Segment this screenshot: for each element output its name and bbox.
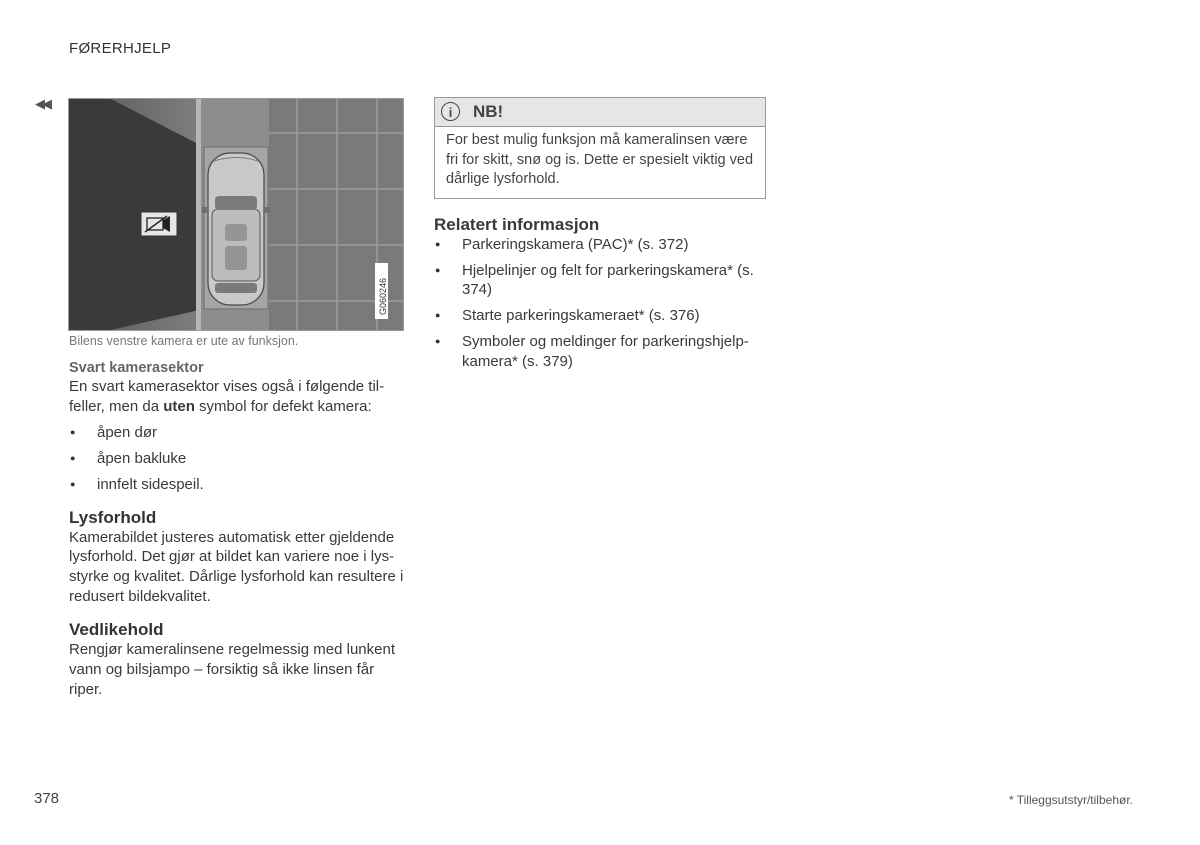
intro-text-end: symbol for defekt kamera: [194, 397, 372, 415]
footnote: * Tilleggsutstyr/tilbehør. [1008, 793, 1133, 807]
figure-code: G060246 [378, 277, 388, 315]
related-link[interactable]: ● Hjelpelinjer og felt for parkeringskamera* (s. 374) [434, 261, 769, 300]
figure-caption: Bilens venstre kamera er ute av funksjon. [69, 334, 299, 348]
note-text: For best mulig funksjon må kameralinsen være fri for skitt, snø og is. Dette er spesielt viktig ved dårlige lysforhold. [446, 132, 754, 187]
lysforhold-text: Kamerabildet justeres automatisk etter gjeldende lysforhold. Det gjør at bildet kan variere noe i lys-styrke og kvalitet. Dårlige lysforhold kan resultere i redusert bildekvalitet. [69, 528, 404, 605]
note-title: NB! [473, 102, 504, 121]
related-heading: Relatert informasjon [434, 215, 600, 234]
related-section [434, 214, 769, 371]
related-link[interactable]: ● Symboler og meldinger for parkeringshjelp-kamera* (s. 379) [434, 332, 769, 371]
list-item: ● innfelt sidespeil. [69, 475, 404, 495]
list-item: ● åpen dør [69, 423, 404, 443]
note-box [434, 97, 766, 199]
vedlikehold-heading: Vedlikehold [69, 620, 164, 640]
camera-illustration [68, 98, 404, 331]
subsection-heading: Svart kamerasektor [69, 360, 204, 376]
list-item: ● åpen bakluke [69, 449, 404, 469]
info-icon: i [441, 102, 460, 121]
condition-list [69, 423, 404, 494]
lysforhold-heading: Lysforhold [69, 507, 157, 527]
left-column [69, 360, 404, 699]
intro-text: En svart kamerasektor vises også i følgende til-feller, men da [69, 378, 385, 415]
related-link[interactable]: ● Starte parkeringskameraet* (s. 376) [434, 306, 769, 326]
intro-paragraph [69, 377, 404, 416]
related-list [434, 235, 769, 371]
car-topview [202, 153, 270, 305]
camera-fault-icon [141, 212, 177, 236]
intro-emphasis: uten [163, 397, 195, 415]
back-arrows-icon[interactable]: ◀◀ [35, 96, 49, 111]
vedlikehold-text: Rengjør kameralinsene regelmessig med lunkent vann og bilsjampo – forsiktig så ikke linsen får riper. [69, 641, 395, 698]
related-link[interactable]: ● Parkeringskamera (PAC)* (s. 372) [434, 235, 769, 255]
section-title: FØRERHJELP [69, 40, 172, 57]
note-header [435, 98, 765, 127]
page-number: 378 [34, 790, 60, 807]
